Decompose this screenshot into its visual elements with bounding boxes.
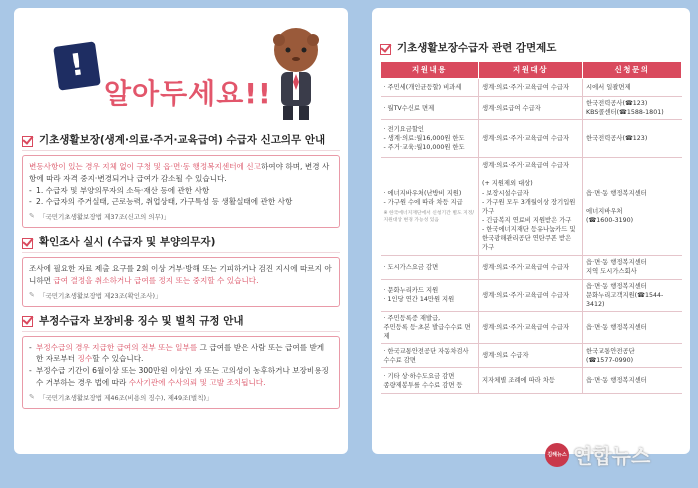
law-reference: ✎ 「국민기초생활보장법 제37조(신고의 의무)」 (29, 212, 333, 222)
table-row (381, 311, 682, 343)
cell-content-text: · 에너지바우처(난방비 지원) - 가구원 수에 따라 차등 지급 (383, 189, 463, 206)
body-text: 하여야 하며, 변경 사항에 따라 자격 중지·변경되거나 급여가 감소될 수 있습니다. (29, 162, 330, 183)
body-text: 조사에 필요한 자료 제출 요구를 2회 이상 거부·방해 또는 기피하거나 검진 지시에 따르지 아니하면 (29, 264, 332, 285)
cell-contact: 읍·면·동 행정복지센터 (583, 368, 682, 394)
check-icon (380, 42, 392, 54)
banner-title: 알아두세요!! (104, 77, 272, 110)
cell-target: 생계·의료급여 수급자 (479, 97, 583, 120)
cell-content: · 월TV수신료 면제 (381, 97, 479, 120)
body-text: 그 급여를 받은 사람 또는 급여를 받게 한 자로부터 (36, 342, 325, 364)
cell-contact: 읍·면·동 행정복지센터 지역 도시가스회사 (583, 256, 682, 279)
cell-content: · 주민세(개인균등할) 비과세 (381, 79, 479, 97)
list-item: - 2. 수급자의 주거실태, 근로능력, 취업상태, 가구특성 등 생활실태에 관한 사항 (29, 196, 333, 208)
cell-contact: 한국전력공사(☎123) KBS콜센터(☎1588-1801) (583, 97, 682, 120)
highlight-text: 변동사항이 있는 경우 지체 없이 구청 및 읍·면·동 행정복지센터에 신고 (29, 162, 261, 171)
left-page (14, 8, 348, 454)
news-logo: 김해뉴스 (545, 443, 569, 467)
reporting-duty-box (22, 155, 340, 228)
cell-contact: 시에서 일괄면제 (583, 79, 682, 97)
reporting-items (29, 185, 333, 209)
cell-content: · 도시가스요금 감면 (381, 256, 479, 279)
cell-contact: 읍·면·동 행정복지센터 문화누리고객지원(☎1544-3412) (583, 279, 682, 311)
cell-content: · 한국교통안전공단 자동차검사 수수료 감면 (381, 344, 479, 368)
cell-contact: 한국전력공사(☎123) (583, 120, 682, 158)
cell-target: 생계·의료·주거·교육급여 수급자 (479, 120, 583, 158)
cell-content: · 전기요금할인 - 생계·의료:월16,000원 한도 - 주거·교육:월10,000원 한도 (381, 120, 479, 158)
section-title-reporting-duty (22, 132, 340, 151)
section-title-fraud (22, 313, 340, 332)
highlight-text: 수사기관에 수사의뢰 및 고발 조치됩니다. (128, 378, 266, 388)
check-icon (22, 314, 34, 326)
cell-target: 생계·의료·주거·교육급여 수급자 (479, 79, 583, 97)
body-text: 부정수급 기간이 6월이상 또는 300만원 이상인 자 또는 고의성이 농후하거나 보장비용징수 거부하는 경우 법에 따라 (36, 366, 329, 388)
table-row (381, 279, 682, 311)
column-header: 지원내용 (381, 62, 479, 79)
table-row (381, 120, 682, 158)
list-item (29, 342, 333, 366)
cell-target: 생계·의료 수급자 (479, 344, 583, 368)
table-header-row (381, 62, 682, 79)
body-text: 할 수 있습니다. (92, 354, 144, 364)
list-item (29, 365, 333, 389)
cell-content: · 문화누리카드 지원 · 1인당 연간 14만원 지원 (381, 279, 479, 311)
table-row (381, 97, 682, 120)
watermark-text: 연합뉴스 (573, 444, 651, 468)
cell-contact: 한국교통안전공단 (☎1577-0990) (583, 344, 682, 368)
mascot-illustration (267, 26, 325, 122)
verification-box (22, 257, 340, 307)
highlight-text: 징수 (77, 354, 93, 364)
section-title-text: 기초생활보장(생계·의료·주거·교육급여) 수급자 신고의무 안내 (39, 134, 326, 146)
table-row (381, 158, 682, 256)
law-reference: ✎ 「국민기초생활보장법 제23조(확인조사)」 (29, 291, 333, 301)
highlight-text: 급여 결정을 취소하거나 급여를 정지 또는 중지할 수 있습니다. (53, 275, 259, 285)
check-icon (22, 134, 34, 146)
column-header: 지원대상 (479, 62, 583, 79)
cell-contact: 읍·면·동 행정복지센터 에너지바우처 (☎1600-3190) (583, 158, 682, 256)
exclamation-icon: ! (53, 41, 101, 90)
fraud-list (29, 342, 333, 389)
cell-target: 생계·의료·주거·교육급여 수급자 (+ 지원제외 대상) - 보장시설수급자 - 가구원 모두 3개월이상 장기입원 가구 - 긴급복지 연료비 지원받은 가구 - 한국에너지재단 등유나눔카드 및 한국광해관리공단 연탄쿠폰 받은 가구 (479, 158, 583, 256)
list-item: - 1. 수급자 및 부양의무자의 소득·재산 등에 관한 사항 (29, 185, 333, 197)
table-row (381, 79, 682, 97)
section-title-text: 확인조사 실시 (수급자 및 부양의무자) (39, 236, 216, 249)
table-row (381, 368, 682, 394)
cell-target: 생계·의료·주거·교육급여 수급자 (479, 256, 583, 279)
section-title-verification (22, 234, 340, 253)
benefits-title-text: 기초생활보장수급자 관련 감면제도 (397, 42, 557, 54)
right-page (372, 8, 690, 454)
banner (22, 8, 340, 126)
cell-content: · 기타 상·하수도요금 감면 종량제봉투를 수수료 감면 등 (381, 368, 479, 394)
law-reference: ✎ 「국민기초생활보장법 제46조(비용의 징수), 제49조(벌칙)」 (29, 393, 333, 403)
benefits-title (380, 40, 682, 55)
cell-target: 생계·의료·주거·교육급여 수급자 (479, 311, 583, 343)
column-header: 신청문의 (583, 62, 682, 79)
table-row (381, 344, 682, 368)
cell-content: · 주민등록증 재발급, 주민등록 등·초본 발급수수료 면제 (381, 311, 479, 343)
verification-text (29, 263, 333, 287)
benefits-table (380, 61, 682, 394)
cell-target: 생계·의료·주거·교육급여 수급자 (479, 279, 583, 311)
section-title-text: 부정수급자 보장비용 징수 및 벌칙 규정 안내 (39, 314, 244, 327)
table-row (381, 256, 682, 279)
cell-contact: 읍·면·동 행정복지센터 (583, 311, 682, 343)
fraud-box (22, 336, 340, 409)
watermark (545, 440, 650, 469)
highlight-text: 부정수급의 경우 지급한 급여의 전부 또는 일부를 (36, 342, 198, 352)
reporting-duty-lead (29, 161, 333, 185)
cell-target: 지자체별 조례에 따라 차등 (479, 368, 583, 394)
check-icon (22, 236, 34, 248)
cell-note: ※ 한국에너지재단에서 신청기간 별도 지정/ 지원대상 변경 가능성 있음 (383, 210, 475, 223)
cell-content (381, 158, 479, 256)
